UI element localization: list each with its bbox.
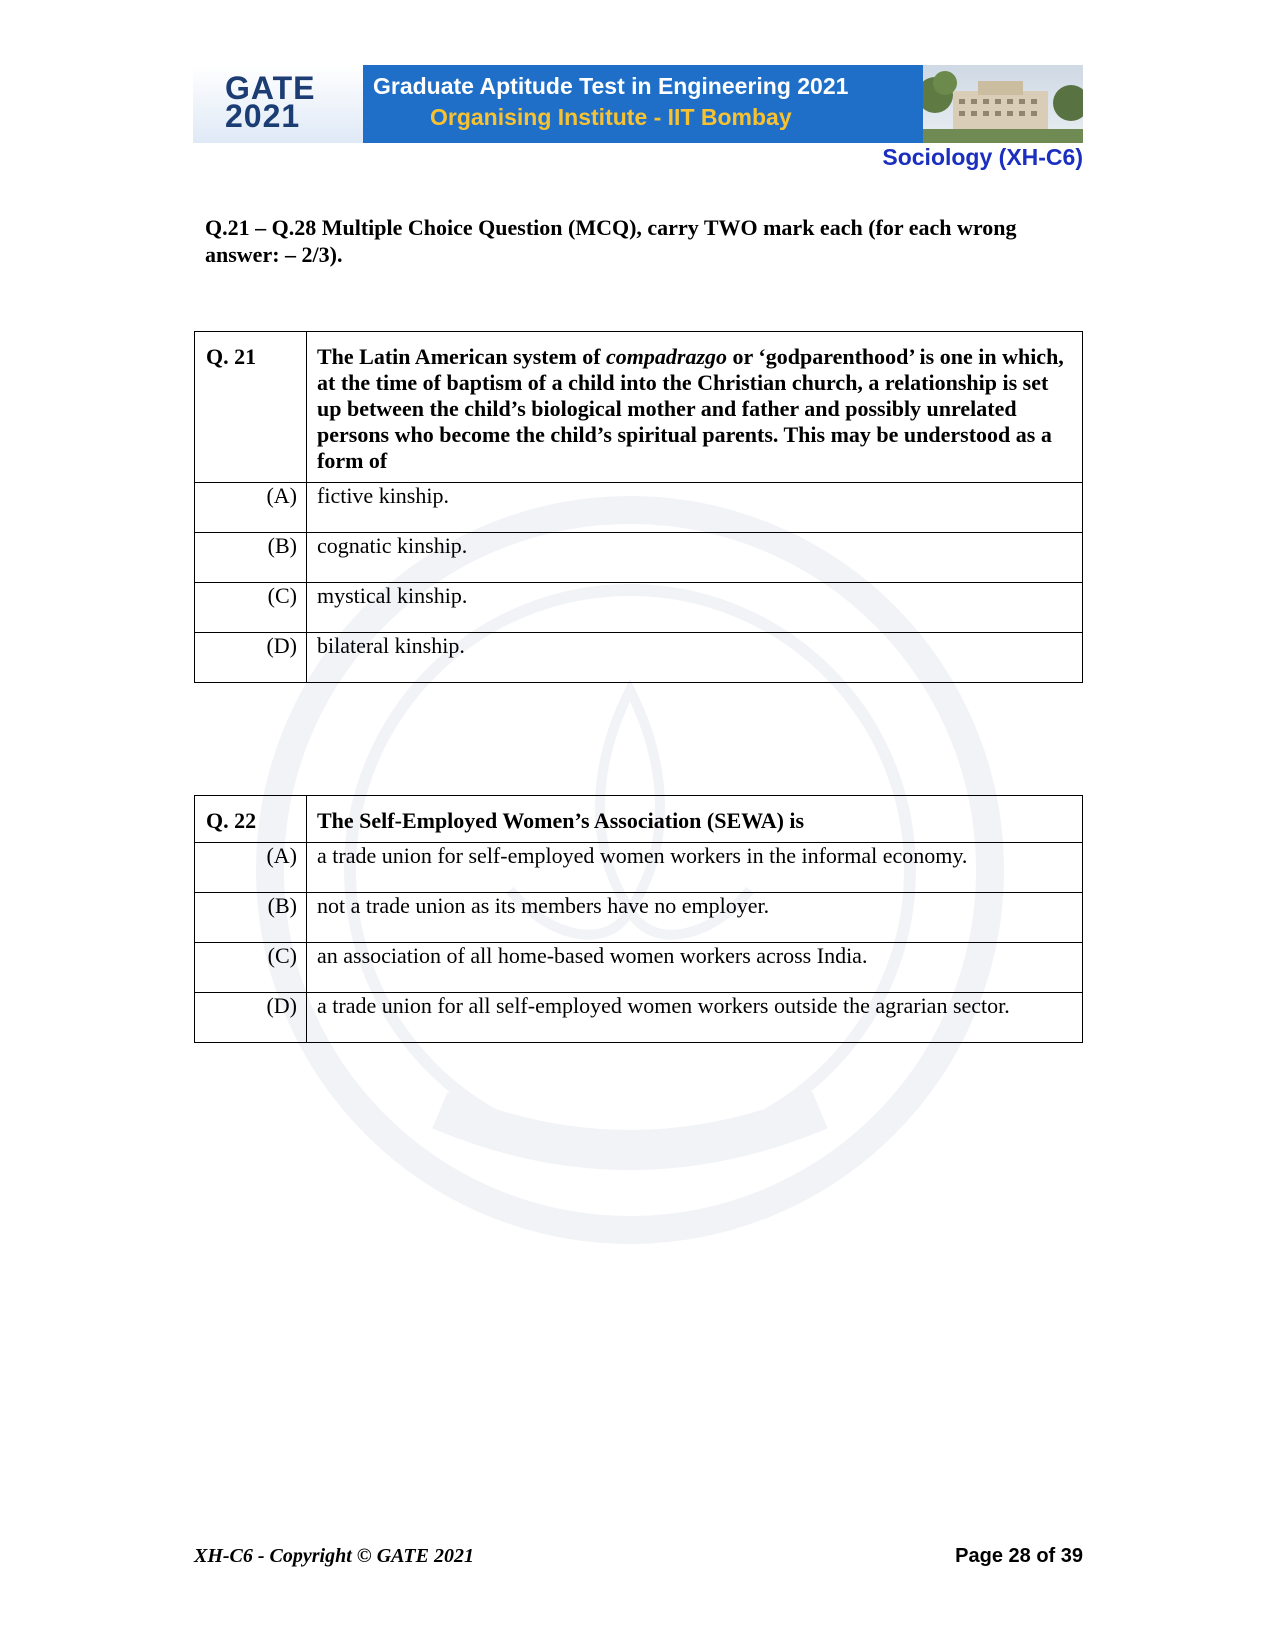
question-row <box>195 332 1083 483</box>
option-row[interactable] <box>195 533 1083 583</box>
option-text: an association of all home-based women workers across India. <box>307 943 1083 993</box>
question-number: Q. 22 <box>195 796 307 843</box>
section-instructions: Q.21 – Q.28 Multiple Choice Question (MCQ), carry TWO mark each (for each wrong answer: – 2/3). <box>205 215 1017 267</box>
option-label: (B) <box>195 893 307 943</box>
question-text-italic: compadrazgo <box>606 344 728 369</box>
option-text: bilateral kinship. <box>307 633 1083 683</box>
option-row[interactable] <box>195 943 1083 993</box>
banner-title: Graduate Aptitude Test in Engineering 2021 <box>373 73 849 99</box>
option-label: (D) <box>195 633 307 683</box>
question-number: Q. 21 <box>195 332 307 483</box>
option-text: cognatic kinship. <box>307 533 1083 583</box>
option-label: (C) <box>195 583 307 633</box>
option-row[interactable] <box>195 843 1083 893</box>
option-label: (A) <box>195 483 307 533</box>
subject-title: Sociology (XH-C6) <box>882 144 1083 170</box>
option-row[interactable] <box>195 633 1083 683</box>
option-label: (A) <box>195 843 307 893</box>
question-text <box>307 332 1083 483</box>
question-text-part: or ‘godparenthood’ is one in which, at the time of baptism of a child into the Christian church, a relationship is set up between the child’s biological mother and father and possibly unrelated persons who become the child’s spiritual parents. This may be understood as a form of <box>317 344 1064 473</box>
option-row[interactable] <box>195 993 1083 1043</box>
question-row <box>195 796 1083 843</box>
question-text-part: The Latin American system of <box>317 344 607 369</box>
logo-bottom-text: 2021 <box>225 98 301 134</box>
footer-copyright: XH-C6 - Copyright © GATE 2021 <box>194 1545 474 1567</box>
logo-top-text: GATE <box>225 70 316 106</box>
option-text: mystical kinship. <box>307 583 1083 633</box>
option-label: (B) <box>195 533 307 583</box>
header-banner <box>193 65 1083 143</box>
banner-title-area <box>363 65 923 143</box>
question-text: The Self-Employed Women’s Association (SEWA) is <box>307 796 1083 843</box>
option-text: fictive kinship. <box>307 483 1083 533</box>
option-row[interactable] <box>195 893 1083 943</box>
page-number: Page 28 of 39 <box>955 1545 1083 1567</box>
gate-logo <box>193 65 363 143</box>
option-text: a trade union for self-employed women workers in the informal economy. <box>307 843 1083 893</box>
institute-building-image <box>923 65 1083 143</box>
option-label: (C) <box>195 943 307 993</box>
question-22-table <box>194 795 1083 1043</box>
option-text: not a trade union as its members have no employer. <box>307 893 1083 943</box>
option-row[interactable] <box>195 583 1083 633</box>
option-label: (D) <box>195 993 307 1043</box>
banner-subtitle: Organising Institute - IIT Bombay <box>430 104 792 130</box>
option-row[interactable] <box>195 483 1083 533</box>
option-text: a trade union for all self-employed women workers outside the agrarian sector. <box>307 993 1083 1043</box>
question-21-table <box>194 331 1083 683</box>
